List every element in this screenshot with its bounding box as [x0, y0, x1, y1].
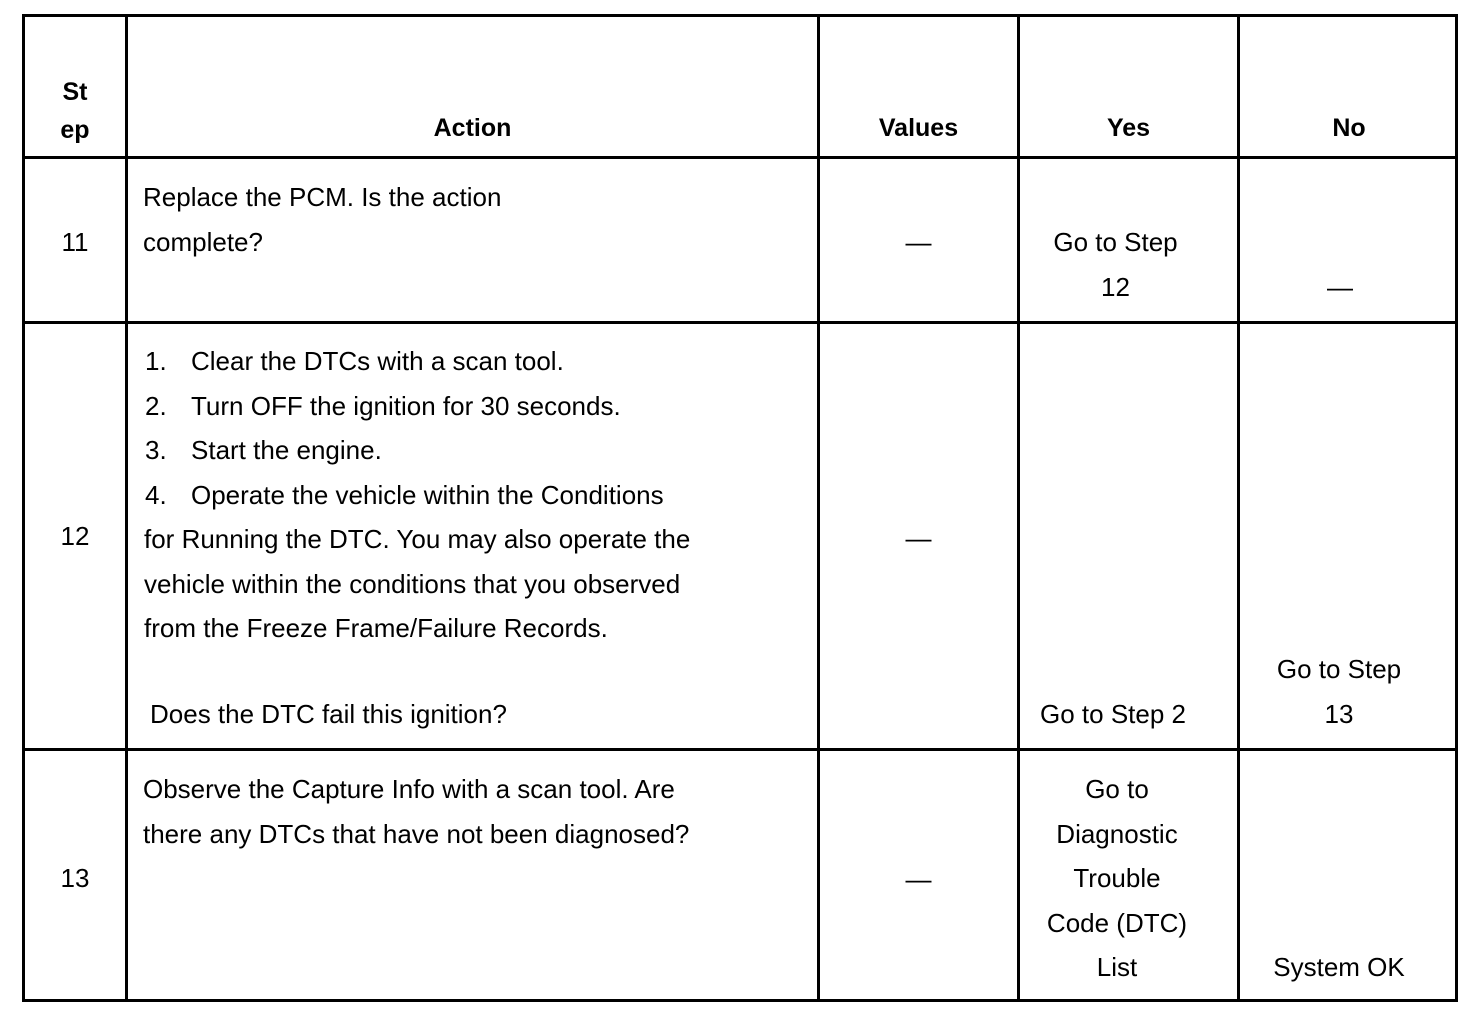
values-cell: — [905, 523, 932, 553]
yes-cell [1020, 220, 1211, 309]
step-number: 12 [60, 521, 90, 551]
action-text [143, 767, 689, 856]
yes-cell: Go to Step 2 [1040, 699, 1186, 729]
no-cell [1240, 647, 1438, 736]
no-line: Go to Step [1276, 654, 1402, 684]
column-divider [817, 17, 820, 999]
column-divider [125, 17, 128, 999]
action-question: Does the DTC fail this ignition? [150, 699, 507, 729]
no-cell: System OK [1273, 952, 1405, 982]
action-line: Observe the Capture Info with a scan tool. Are [143, 774, 675, 804]
header-values: Values [878, 114, 959, 142]
list-item [145, 473, 664, 518]
yes-line: Go to [1085, 774, 1149, 804]
header-step [25, 73, 125, 149]
list-number: 2. [145, 390, 167, 421]
step-number: 13 [60, 863, 90, 893]
yes-line: Go to Step [1053, 227, 1178, 257]
list-number: 1. [145, 346, 167, 376]
list-item [145, 384, 664, 429]
action-line: there any DTCs that have not been diagnosed? [143, 818, 690, 849]
header-step-line: St [62, 78, 88, 106]
yes-line: Code (DTC) [1046, 907, 1188, 938]
header-no: No [1332, 114, 1366, 142]
row-divider [25, 321, 1455, 324]
yes-line: List [1096, 952, 1138, 982]
list-text: Operate the vehicle within the Conditions [191, 479, 664, 510]
header-step-line: ep [60, 116, 90, 144]
action-line: from the Freeze Frame/Failure Records. [144, 613, 608, 643]
yes-line: 12 [1101, 271, 1130, 302]
action-continuation [144, 517, 690, 651]
action-line: vehicle within the conditions that you observed [144, 568, 681, 599]
values-cell: — [905, 864, 932, 894]
list-item [145, 428, 664, 473]
row-divider [25, 156, 1455, 159]
values-cell: — [905, 227, 932, 257]
action-line: for Running the DTC. You may also operate the [144, 524, 691, 554]
step-number: 11 [61, 227, 89, 257]
header-action: Action [433, 114, 512, 142]
yes-cell [1020, 767, 1214, 990]
yes-line: Diagnostic [1056, 818, 1178, 849]
list-text: Start the engine. [191, 435, 382, 465]
row-divider [25, 748, 1455, 751]
header-yes: Yes [1106, 114, 1151, 142]
action-line: complete? [143, 226, 263, 257]
numbered-list [145, 339, 664, 517]
list-text: Turn OFF the ignition for 30 seconds. [191, 390, 621, 421]
column-divider [1237, 17, 1240, 999]
list-text: Clear the DTCs with a scan tool. [191, 346, 564, 376]
action-line: Replace the PCM. Is the action [143, 182, 502, 212]
yes-line: Trouble [1073, 863, 1161, 893]
no-cell: — [1327, 272, 1353, 302]
list-number: 3. [145, 435, 167, 465]
list-item [145, 339, 664, 384]
list-number: 4. [145, 479, 167, 510]
diagnostic-table [22, 14, 1458, 1002]
action-text [143, 175, 501, 264]
no-line: 13 [1324, 698, 1354, 729]
